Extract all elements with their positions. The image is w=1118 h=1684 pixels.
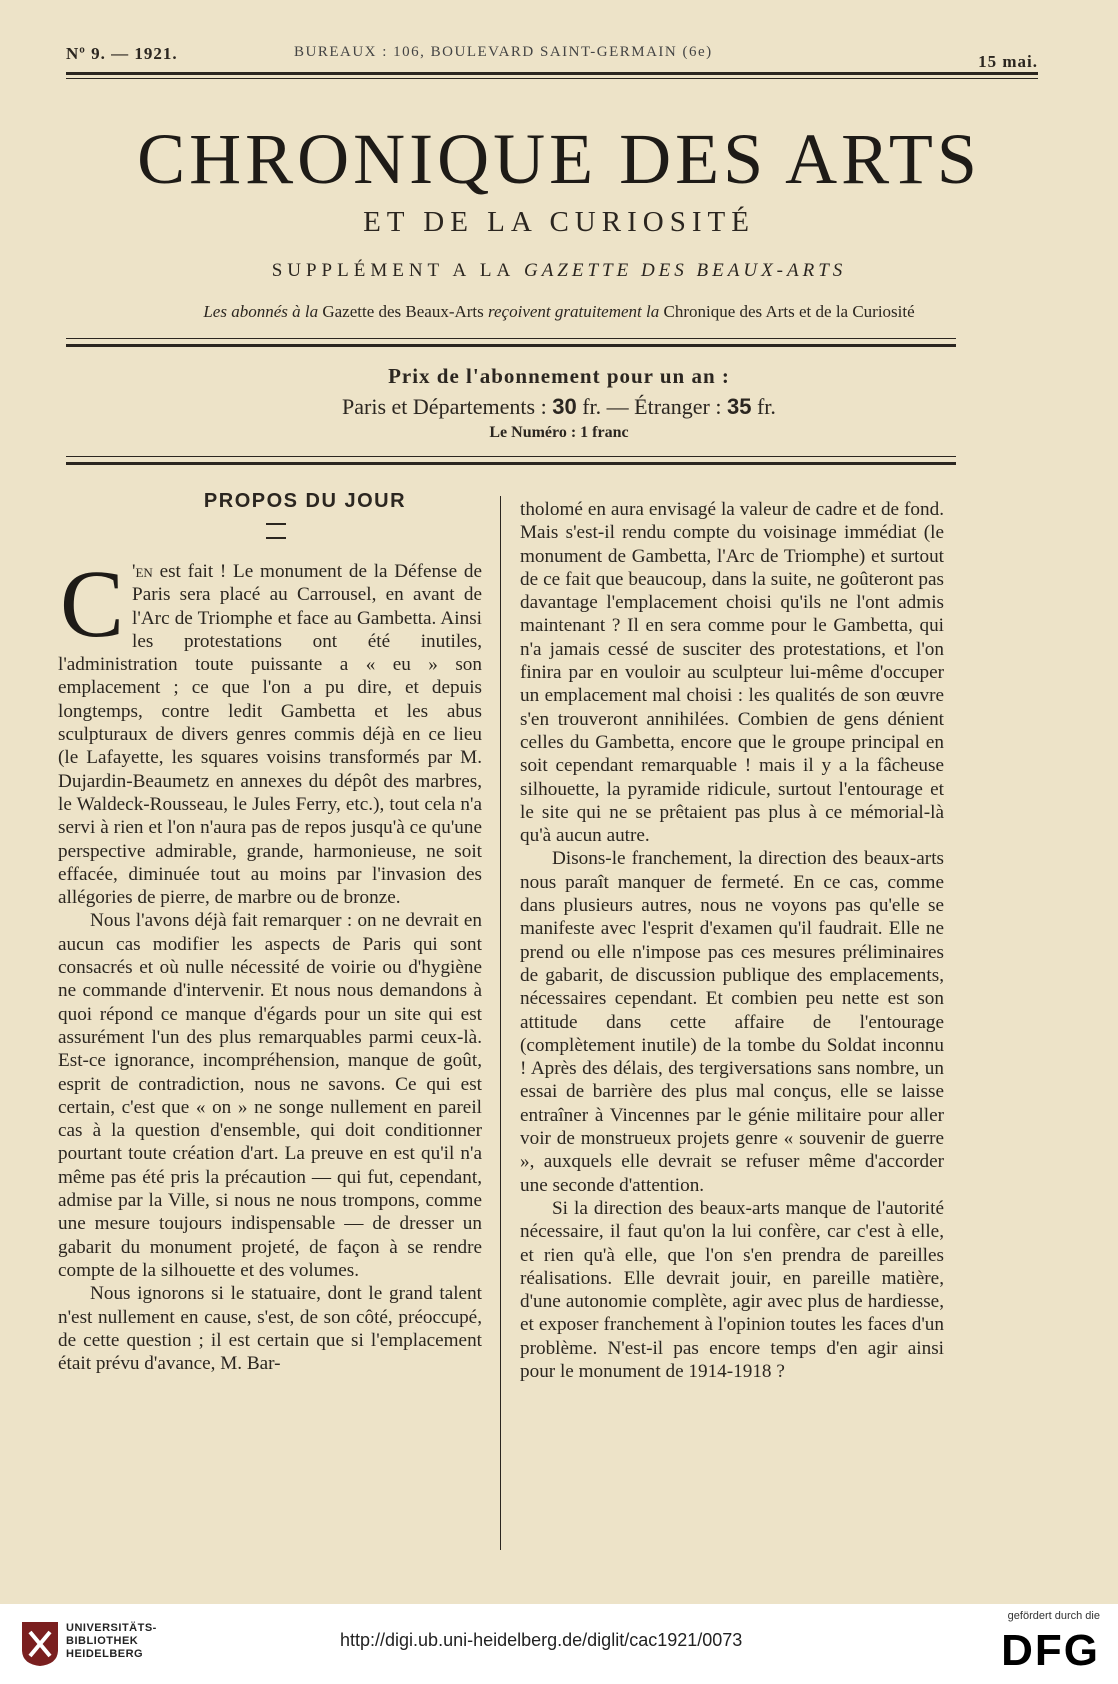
article-column-left <box>58 550 482 1375</box>
ornament-icon <box>266 523 286 539</box>
permalink-url[interactable]: http://digi.ub.uni-heidelberg.de/diglit/cac1921/0073 <box>340 1630 743 1650</box>
article-paragraph: tholomé en aura envisagé la valeur de cadre et de fond. Mais s'est-il rendu compte du voisinage immédiat (le monument de Gambetta, l'Arc de Triomphe) et surtout de ce fait que beaucoup, dans la suite, ne goûteront pas davantage l'emplacement choisi qu'ils ne l'ont admis maintenant ? Il en sera comme pour le Gambetta, qui n'a jamais cessé de susciter des protestations, et l'on finira par en vouloir au sculpteur lui-même d'occuper un emplacement mal choisi : les qualités de son œuvre s'en trouveront annihilées. Combien de gens dénient celles du Gambetta, encore que le groupe principal en soit cependant remarquable ! mais il y a la fâcheuse silhouette, la pyramide ridicule, surtout l'entourage et le site qui ne se prêtaient pas plus à ce mémorial-là qu'à aucun autre. <box>520 499 944 847</box>
supplement-prefix: SUPPLÉMENT A LA <box>271 260 515 281</box>
etranger-price: 35 <box>727 394 752 419</box>
article-paragraph: Nous l'avons déjà fait remarquer : on ne devrait en aucun cas modifier les aspects de Paris qui sont consacrés et où nulle nécessité de voirie ou d'hygiène ne commande d'intervenir. Et nous nous demandons à quoi répond ce manque d'égards pour un site qui est assurément l'un des plus remarquables parmi ceux-là. Est-ce ignorance, incompréhension, manque de goût, esprit de contradiction, nous ne savons. Ce qui est certain, c'est que « on » ne songe nullement en pareil cas à la question d'ensemble, qui doit conditionner pourtant toute création d'art. La preuve en est qu'il n'a même pas été pris la précaution — qui fut, cependant, admise par la Ville, si nous ne nous trompons, comme une mesure toujours indispensable — de dresser un gabarit du monument projeté, de façon à se rendre compte de la silhouette et des volumes. <box>58 910 482 1281</box>
university-library-name <box>66 1622 157 1661</box>
article-paragraph: Si la direction des beaux-arts manque de l'autorité nécessaire, il faut qu'on la lui confère, car c'est à elle, et rien qu'à elle, que l'on s'en prendra de pareilles réalisations. Elle devrait jouir, en pareille matière, d'une autonomie complète, agir avec plus de hardiesse, et exposer franchement à l'opinion toutes les faces d'un problème. N'est-il pas encore temps d'en agir ainsi pour le monument de 1914-1918 ? <box>520 1197 944 1382</box>
paris-label: Paris et Départements : <box>342 394 547 419</box>
article-column-right <box>520 498 944 1383</box>
subscription-prices <box>0 394 1118 420</box>
masthead-rule-thin <box>66 78 1038 79</box>
abonnes-part4: Chronique des Arts et de la Curiosité <box>663 302 915 321</box>
abonnes-part1: Les abonnés à la <box>203 302 319 321</box>
supplement-line <box>0 260 1118 282</box>
dfg-logo: DFG <box>1001 1626 1100 1675</box>
article-paragraph: Disons-le franchement, la direction des beaux-arts nous paraît manquer de fermeté. En ce cas, comme dans plusieurs autres, nous ne voyons pas qu'elle se manifeste avec l'esprit d'examen qu'il faudrait. Elle ne prend ou elle n'impose pas ces mesures préliminaires de gabarit, de discussion publique des emplacements, nécessaires cependant. Et combien peu nette est son attitude dans cette affaire de l'entourage (complètement inutile) de la tombe du Soldat inconnu ! Après des délais, des tergiversations sans nombre, un essai de barrière des plus mal conçus, elle se laisse entraîner à Vincennes par le génie militaire pour aller voir de monstrueux projets genre « souvenir de guerre », auxquels elle devrait se refuser même d'accorder une seconde d'attention. <box>520 848 944 1196</box>
single-issue-price: Le Numéro : 1 franc <box>489 424 629 441</box>
paris-unit: fr. — Étranger : <box>582 394 722 419</box>
funded-by-note: gefördert durch die <box>1007 1610 1100 1622</box>
issue-date: 15 mai. <box>978 52 1038 71</box>
subscription-rule-bottom-thin <box>66 456 956 457</box>
bureaux-address: BUREAUX : 106, BOULEVARD SAINT-GERMAIN (6e) <box>294 44 713 60</box>
abonnes-part3: reçoivent gratuitement la <box>488 302 660 321</box>
etranger-unit: fr. <box>756 394 776 419</box>
first-word: 'en <box>132 561 153 582</box>
subscription-heading: Prix de l'abonnement pour un an : <box>388 364 730 388</box>
viewer-footer <box>0 1604 1118 1684</box>
masthead-row <box>66 44 1038 74</box>
article-paragraph <box>58 550 482 909</box>
uni-line3: HEIDELBERG <box>66 1648 144 1660</box>
uni-line1: UNIVERSITÄTS- <box>66 1622 157 1634</box>
university-seal-icon <box>20 1620 60 1668</box>
subscription-rule-bottom-thick <box>66 462 956 465</box>
abonnes-part2: Gazette des Beaux-Arts <box>322 302 484 321</box>
publication-title: CHRONIQUE DES ARTS <box>137 119 981 199</box>
drop-cap: C <box>60 550 125 657</box>
article-paragraph: Nous ignorons si le statuaire, dont le grand talent n'est nullement en cause, s'est, de son côté, préoccupé, de cette question ; il est certain que si l'emplacement était prévu d'avance, M. Bar- <box>58 1283 482 1375</box>
masthead-rule-thick <box>66 72 1038 75</box>
column-divider <box>500 496 501 1550</box>
subscribers-note <box>0 302 1118 322</box>
supplement-gazette: GAZETTE DES BEAUX-ARTS <box>523 260 847 281</box>
uni-line2: BIBLIOTHEK <box>66 1635 139 1647</box>
issue-number: Nº 9. — 1921. <box>66 44 178 63</box>
paris-price: 30 <box>552 394 577 419</box>
publication-subtitle: ET DE LA CURIOSITÉ <box>363 206 755 238</box>
subscription-rule-top-thick <box>66 344 956 347</box>
paragraph-text: est fait ! Le monument de la Défense de Paris sera placé au Carrousel, en avant de l'Arc de Triomphe et face au Gambetta. Ainsi les protestations ont été inutiles, l'administration toute puissante a « eu » son emplacement ; ce que l'on a pu dire, et depuis longtemps, contre ledit Gambetta et les abus sculpturaux de divers genres commis déjà en ce lieu (le Lafayette, les squares voisins transformés par M. Dujardin-Beaumetz en annexes du dépôt des marbres, le Waldeck-Rousseau, le Jules Ferry, etc.), tout cela n'a servi à rien et l'on n'aura pas de repos jusqu'à ce qu'une perspective admirable, grande, harmonieuse, ne soit effacée, diminuée tout au moins par l'invasion des allégories de pierre, de marbre ou de bronze. <box>58 561 482 909</box>
section-title: PROPOS DU JOUR <box>203 490 407 512</box>
subscription-rule-top-thin <box>66 338 956 339</box>
